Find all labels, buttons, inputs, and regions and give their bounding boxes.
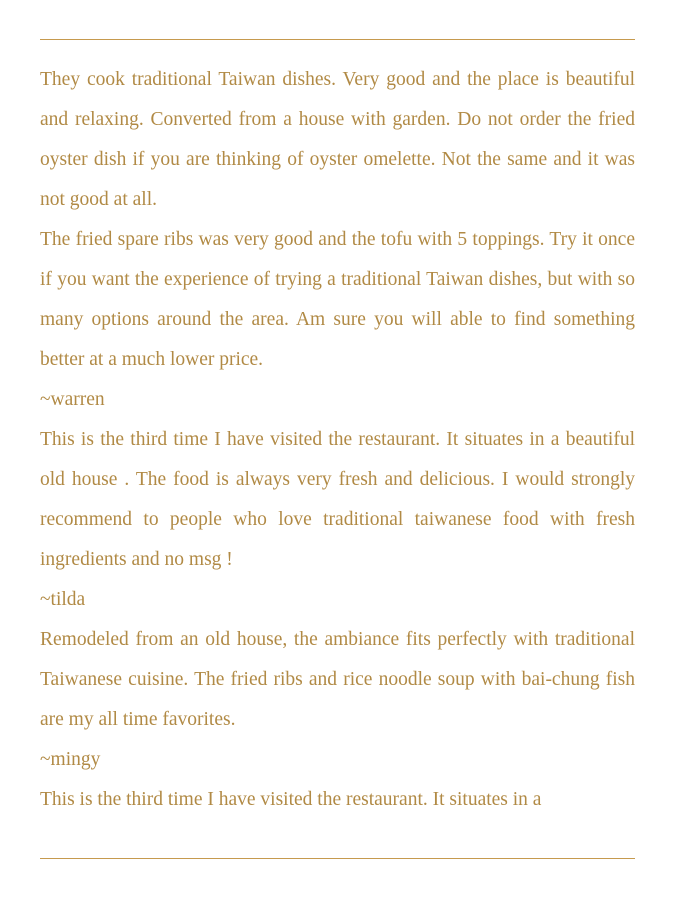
top-divider [40,39,635,40]
review-signature: ~tilda [40,589,86,610]
review-text: This is the third time I have visited the restaurant. It situates in a beautiful old house . The food is always very fresh and delicious. I would strongly recommend to people who love traditional taiwanese food with fresh ingredients and no msg ! [40,429,635,570]
review-signature: ~mingy [40,749,101,770]
review-text: The fried spare ribs was very good and the tofu with 5 toppings. Try it once if you want the experience of trying a traditional Taiwan dishes, but with so many options around the area. Am sure you will able to find something better at a much lower price. [40,229,635,370]
review-text: This is the third time I have visited the restaurant. It situates in a [40,789,542,810]
bottom-divider [40,858,635,859]
review-signature: ~warren [40,389,105,410]
review-text: Remodeled from an old house, the ambiance fits perfectly with traditional Taiwanese cuisine. The fried ribs and rice noodle soup with bai-chung fish are my all time favorites. [40,629,635,730]
review-text: They cook traditional Taiwan dishes. Very good and the place is beautiful and relaxing. Converted from a house with garden. Do not order the fried oyster dish if you are thinking of oyster omelette. Not the same and it was not good at all. [40,69,635,210]
reviews-column [40,60,635,820]
